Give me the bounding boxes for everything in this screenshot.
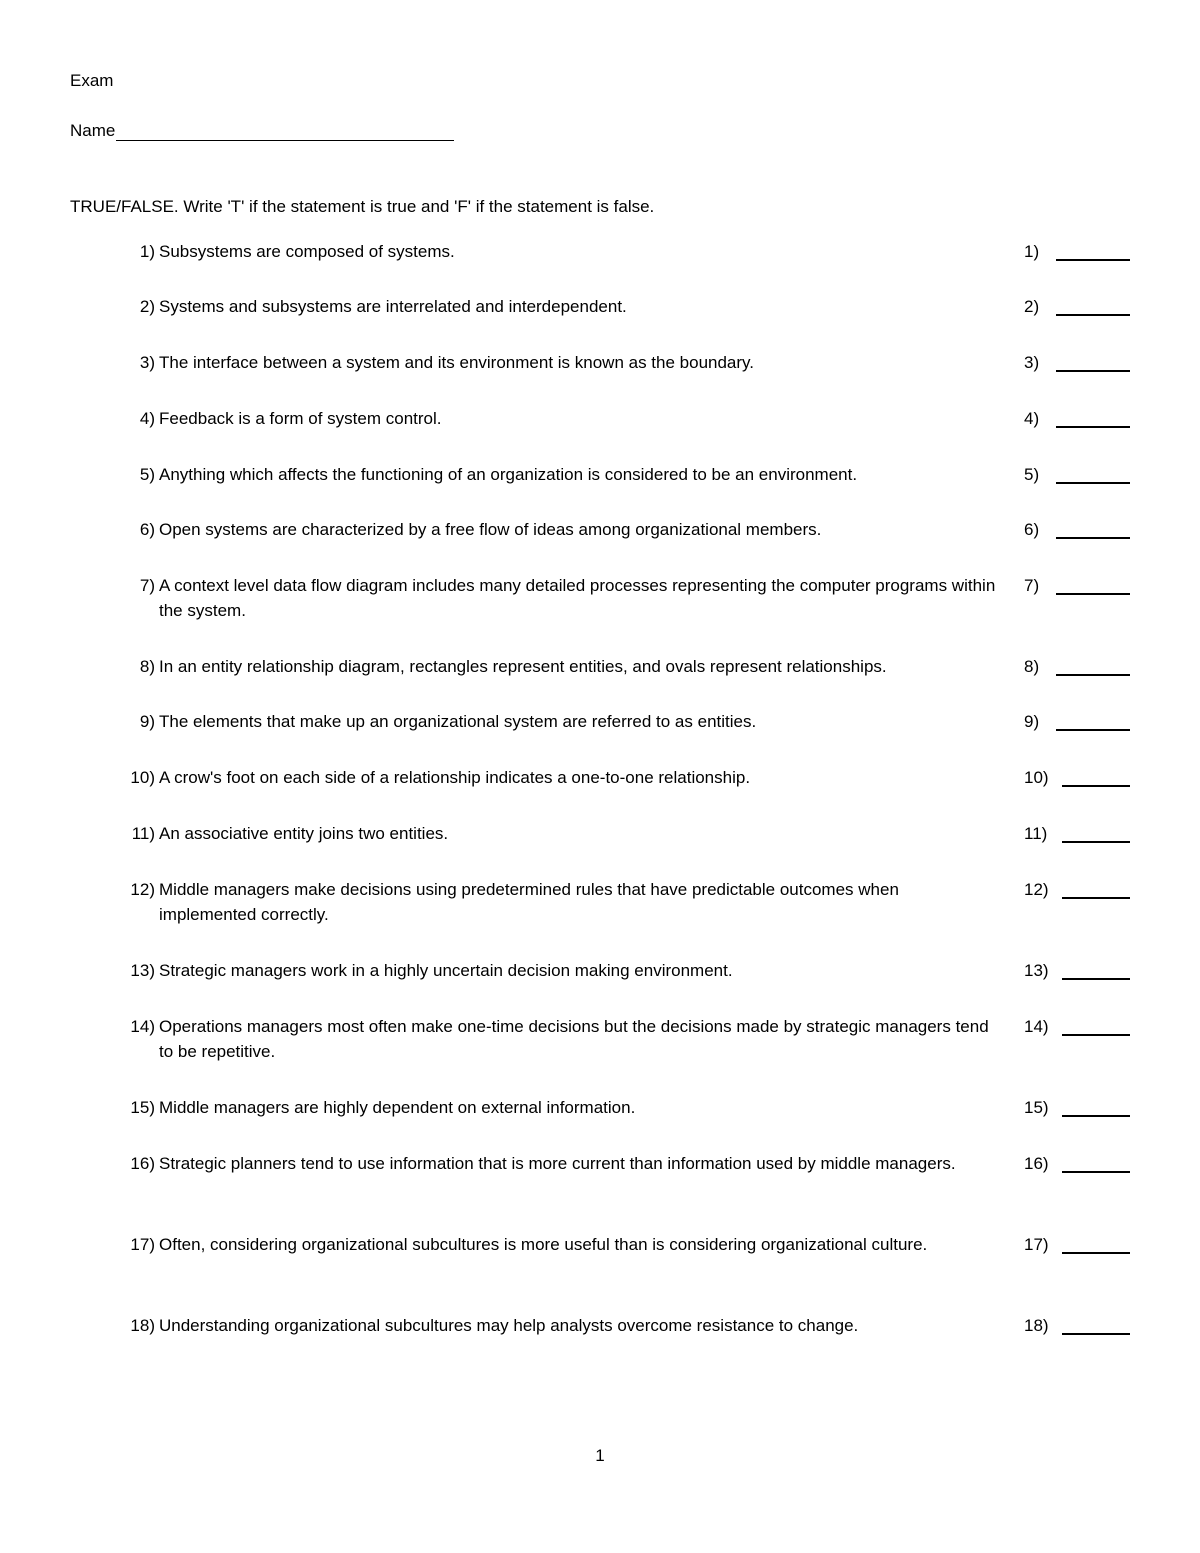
answer-blank[interactable] — [1056, 314, 1130, 316]
name-field-row — [70, 121, 454, 141]
question-number: 17) — [130, 1235, 155, 1254]
answer-blank[interactable] — [1056, 259, 1130, 261]
question-number: 13) — [130, 961, 155, 980]
question-number: 4) — [139, 409, 155, 428]
answer-number: 13) — [1024, 961, 1049, 980]
question-number: 1) — [139, 242, 155, 261]
question-text: Operations managers most often make one-time decisions but the decisions made by strategic managers tend to be repetitive. — [159, 1017, 989, 1061]
answer-number: 18) — [1024, 1316, 1049, 1335]
answer-blank[interactable] — [1056, 674, 1130, 676]
question-text: Middle managers are highly dependent on external information. — [159, 1098, 636, 1117]
question-text: Middle managers make decisions using predetermined rules that have predictable outcomes when implemented correctly. — [159, 880, 899, 924]
question-number: 14) — [130, 1017, 155, 1036]
answer-number: 10) — [1024, 768, 1049, 787]
question-text: An associative entity joins two entities. — [159, 824, 449, 843]
answer-blank[interactable] — [1056, 593, 1130, 595]
question-text: The elements that make up an organizational system are referred to as entities. — [159, 712, 757, 731]
page-number: 1 — [595, 1446, 605, 1465]
question-number: 7) — [139, 576, 155, 595]
instructions: TRUE/FALSE. Write 'T' if the statement is true and 'F' if the statement is false. — [70, 197, 655, 216]
answer-number: 16) — [1024, 1154, 1049, 1173]
answer-blank[interactable] — [1062, 1034, 1130, 1036]
question-number: 8) — [139, 657, 155, 676]
question-number: 11) — [131, 824, 155, 843]
question-number: 3) — [139, 353, 155, 372]
answer-blank[interactable] — [1056, 370, 1130, 372]
question-text: Often, considering organizational subcultures is more useful than is considering organizational culture. — [159, 1235, 928, 1254]
answer-blank[interactable] — [1056, 729, 1130, 731]
answer-blank[interactable] — [1062, 897, 1130, 899]
question-text: In an entity relationship diagram, rectangles represent entities, and ovals represent relationships. — [159, 657, 887, 676]
answer-blank[interactable] — [1062, 841, 1130, 843]
question-number: 2) — [139, 297, 155, 316]
question-text: A context level data flow diagram includes many detailed processes representing the computer programs within the system. — [159, 576, 996, 620]
question-text: Subsystems are composed of systems. — [159, 242, 455, 261]
answer-number: 9) — [1024, 712, 1040, 731]
answer-number: 5) — [1024, 465, 1040, 484]
question-number: 9) — [139, 712, 155, 731]
question-text: Feedback is a form of system control. — [159, 409, 442, 428]
answer-blank[interactable] — [1062, 1252, 1130, 1254]
question-text: Open systems are characterized by a free flow of ideas among organizational members. — [159, 520, 822, 539]
answer-blank[interactable] — [1062, 1115, 1130, 1117]
question-text: Strategic planners tend to use information that is more current than information used by middle managers. — [159, 1154, 956, 1173]
answer-number: 2) — [1024, 297, 1040, 316]
answer-number: 1) — [1024, 242, 1040, 261]
question-text: Anything which affects the functioning of an organization is considered to be an environment. — [159, 465, 858, 484]
answer-blank[interactable] — [1062, 1333, 1130, 1335]
question-number: 10) — [130, 768, 155, 787]
question-number: 5) — [139, 465, 155, 484]
answer-blank[interactable] — [1056, 537, 1130, 539]
question-text: A crow's foot on each side of a relationship indicates a one-to-one relationship. — [159, 768, 751, 787]
question-text: Systems and subsystems are interrelated and interdependent. — [159, 297, 627, 316]
answer-number: 8) — [1024, 657, 1040, 676]
answer-blank[interactable] — [1062, 1171, 1130, 1173]
answer-number: 7) — [1024, 576, 1040, 595]
question-number: 12) — [130, 880, 155, 899]
answer-number: 3) — [1024, 353, 1040, 372]
question-number: 6) — [139, 520, 155, 539]
answer-number: 6) — [1024, 520, 1040, 539]
answer-number: 11) — [1024, 824, 1048, 843]
question-number: 18) — [130, 1316, 155, 1335]
answer-number: 4) — [1024, 409, 1040, 428]
answer-number: 14) — [1024, 1017, 1049, 1036]
name-blank-line[interactable] — [116, 124, 454, 141]
question-text: The interface between a system and its environment is known as the boundary. — [159, 353, 755, 372]
name-label: Name — [70, 121, 116, 140]
question-text: Strategic managers work in a highly uncertain decision making environment. — [159, 961, 733, 980]
answer-blank[interactable] — [1056, 426, 1130, 428]
question-number: 15) — [130, 1098, 155, 1117]
answer-blank[interactable] — [1056, 482, 1130, 484]
answer-number: 17) — [1024, 1235, 1049, 1254]
question-text: Understanding organizational subcultures may help analysts overcome resistance to change. — [159, 1316, 859, 1335]
exam-title: Exam — [70, 71, 114, 90]
answer-number: 15) — [1024, 1098, 1049, 1117]
answer-number: 12) — [1024, 880, 1049, 899]
question-number: 16) — [130, 1154, 155, 1173]
answer-blank[interactable] — [1062, 785, 1130, 787]
answer-blank[interactable] — [1062, 978, 1130, 980]
